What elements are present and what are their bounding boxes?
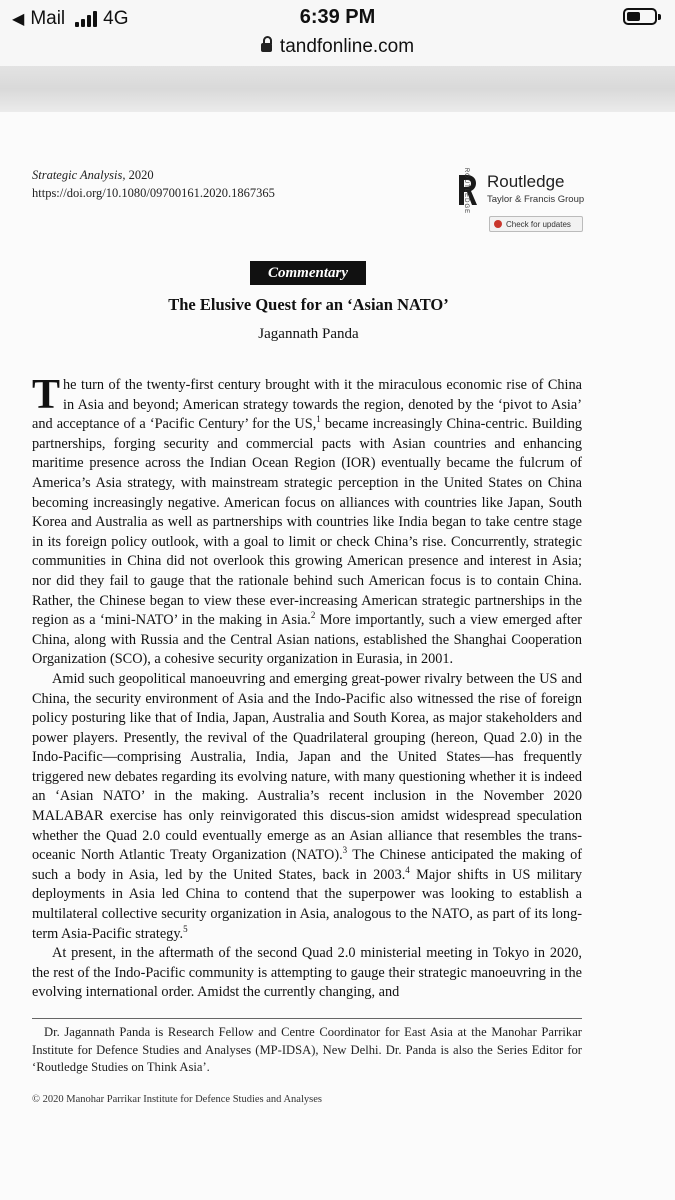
journal-year: 2020 [128, 168, 154, 182]
section-label: Commentary [250, 261, 366, 285]
publisher-vertical-text: ROUTLEDGE [463, 167, 470, 215]
battery-icon [623, 8, 657, 25]
footnote-ref-4[interactable]: 4 [405, 865, 410, 876]
article-author: Jagannath Panda [258, 326, 359, 342]
footnote-divider [32, 1018, 582, 1019]
drop-cap: T [32, 372, 61, 418]
copyright-notice: © 2020 Manohar Parrikar Institute for Defence Studies and Analyses [32, 1094, 322, 1105]
page-top-shadow [0, 66, 675, 112]
paragraph-2-text-a: Amid such geopolitical manoeuvring and emerging great-power rivalry between the US and China, the security environment of Asia and the Indo-Pacific also witnessed the rise of foreign policy posturing like that of India, Japan, Australia and South Korea, as major stakeholders and power players. Presently, the revival of the Quadrilateral grouping (hereon, Quad 2.0) in the Indo-Pacific—comprising Australia, India, Japan and the United States—has frequently triggered new debates regarding its evolving nature, with many questioning whether it is indeed an ‘Asian NATO’ in the making. Australia’s recent inclusion in the November 2020 MALABAR exercise has only reinvigorated this discus-sion amidst widespread speculation whether the Quad 2.0 could eventually emerge as an Asian alliance that resembles the trans-oceanic North Atlantic Treaty Organization (NATO). [32, 670, 582, 864]
paragraph-1-text-a: he turn of the twenty-first century brought with it the miraculous economic rise of China in Asia and beyond; American strategy towards the region, denoted by the ‘pivot to Asia’ and acceptance of a ‘Pacific Century’ for the US, [32, 377, 582, 433]
footnote-ref-1[interactable]: 1 [316, 414, 321, 425]
author-footnote: Dr. Jagannath Panda is Research Fellow and Centre Coordinator for East Asia at the Manohar Parrikar Institute for Defence Studies and Analyses (MP-IDSA), New Delhi. Dr. Panda is also the Series Editor for ‘Routledge Studies on Think Asia’. [32, 1025, 582, 1074]
check-for-updates-button[interactable] [489, 216, 583, 232]
routledge-logo [455, 167, 635, 235]
footnote-ref-2[interactable]: 2 [310, 610, 316, 621]
url-text[interactable]: tandfonline.com [279, 36, 415, 57]
paragraph-1-text-c: More importantly, such a view emerged after China, along with Russia and the Central Asian nations, established the Shanghai Cooperation Organization (SCO), a cohesive security organization in Eurasia, in 2001. [32, 612, 582, 668]
status-bar [0, 0, 675, 36]
paragraph-1 [32, 372, 582, 670]
paragraph-2-text-c: Major shifts in US military deployments in Asia led China to contend that the superpower was looking to establish a multilateral collective security organization in Asia, analogous to the NATO, as part of its long-term Asia-Pacific strategy. [32, 866, 582, 942]
publisher-group: Taylor & Francis Group [487, 194, 585, 205]
crossmark-icon [494, 220, 502, 228]
back-arrow-icon[interactable]: ◀ [12, 11, 25, 28]
clock: 6:39 PM [299, 6, 376, 28]
footnote-ref-3[interactable]: 3 [342, 845, 348, 856]
publisher-name: Routledge [487, 172, 565, 191]
footnote-ref-5[interactable]: 5 [183, 923, 188, 934]
journal-name: Strategic Analysis, [32, 168, 126, 182]
article-title: The Elusive Quest for an ‘Asian NATO’ [168, 295, 449, 314]
article-body [32, 372, 582, 1003]
paragraph-2 [32, 670, 582, 944]
doi-link[interactable]: https://doi.org/10.1080/09700161.2020.1867365 [32, 186, 275, 200]
article-page [0, 112, 675, 1200]
back-app-label[interactable]: Mail [30, 8, 66, 29]
journal-metadata [32, 166, 275, 202]
paragraph-1-text-b: became increasingly China-centric. Building partnerships, forging security and commercial pacts with Asian countries and enhancing maritime presence across the Indian Ocean Region (IOR) eventually became the fulcrum of America’s Asia strategy, with mainstream strategic perception in the United States on China becoming increasingly negative. American focus on alliances with countries like Japan, South Korea and Australia as well as partnerships with countries like India began to take centre stage in its foreign policy outlook, with a goal to limit or check China’s rise. Concurrently, strategic communities in China did not overlook this growing American presence and interest in Asia; nor did they fail to gauge that the rationale behind such American focus is to contain China. Rather, the Chinese began to view these ever-increasing American strategic partnerships in the region as a ‘mini-NATO’ in the making in Asia. [32, 416, 582, 629]
address-bar[interactable] [0, 36, 675, 66]
network-type: 4G [103, 8, 129, 29]
paragraph-3: At present, in the aftermath of the second Quad 2.0 ministerial meeting in Tokyo in 2020, the rest of the Indo-Pacific community is attempting to gauge their strategic manoeuvring in the evolving international order. Amidst the currently changing, and [32, 945, 582, 1001]
check-for-updates-label: Check for updates [506, 219, 571, 229]
paragraph-2-text-b: The Chinese anticipated the making of such a body in Asia, led by the United States, back in 2003. [32, 847, 582, 883]
lock-icon [261, 43, 272, 52]
